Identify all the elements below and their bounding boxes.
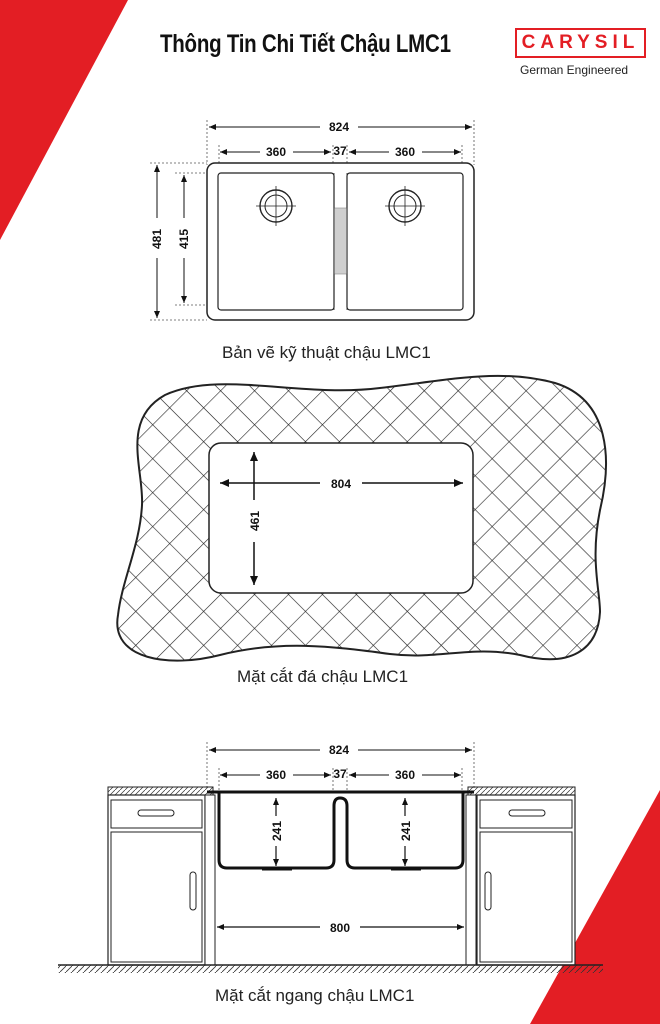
countertop-right xyxy=(468,787,575,795)
dim-section-divider: 37 xyxy=(333,767,347,781)
dim-depth-right: 241 xyxy=(399,820,413,842)
dim-bowl-left: 360 xyxy=(265,145,287,159)
dim-overall-depth: 481 xyxy=(150,228,164,250)
cutout-caption: Mặt cắt đá chậu LMC1 xyxy=(237,667,409,686)
dim-divider: 37 xyxy=(333,144,347,158)
floor-hatch xyxy=(58,965,603,973)
door-handle-left xyxy=(190,872,196,910)
cabinet-left xyxy=(108,795,215,965)
brand-tagline: German Engineered xyxy=(520,63,629,77)
drawer-handle-left xyxy=(138,810,174,816)
dim-section-overall-width: 824 xyxy=(328,743,350,757)
dim-section-bowl-left: 360 xyxy=(265,768,287,782)
section-caption: Mặt cắt ngang chậu LMC1 xyxy=(215,986,415,1005)
top-view-caption: Bản vẽ kỹ thuật chậu LMC1 xyxy=(222,343,431,362)
dim-bowl-right: 360 xyxy=(394,145,416,159)
dim-depth-left: 241 xyxy=(270,820,284,842)
dim-section-bowl-right: 360 xyxy=(394,768,416,782)
cabinet-right xyxy=(466,795,575,965)
drawer-handle-right xyxy=(509,810,545,816)
sink-section-profile xyxy=(207,792,474,868)
countertop-left xyxy=(108,787,213,795)
door-handle-right xyxy=(485,872,491,910)
dim-cabinet-gap: 800 xyxy=(329,921,351,935)
page-title: Thông Tin Chi Tiết Chậu LMC1 xyxy=(160,30,451,58)
dim-cutout-depth: 461 xyxy=(248,510,262,532)
dim-cutout-width: 804 xyxy=(330,477,352,491)
dim-bowl-depth: 415 xyxy=(177,228,191,250)
dim-overall-width: 824 xyxy=(328,120,350,134)
brand-name: CARYSIL xyxy=(521,32,640,53)
